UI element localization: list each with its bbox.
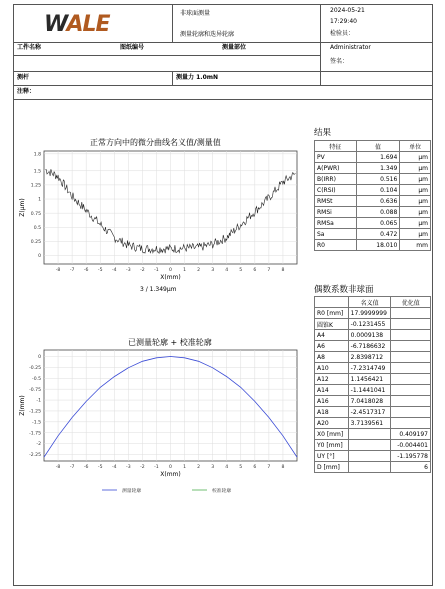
results-cell: 1.694: [356, 152, 400, 163]
coeffs-cell: 17.9999999: [348, 308, 391, 319]
report-type: 非球面测量: [180, 10, 211, 17]
y-tick-label: -2.25: [29, 453, 41, 459]
coeffs-row: [315, 418, 431, 429]
coeffs-cell: A20: [315, 418, 349, 429]
results-cell: 0.088: [356, 207, 400, 218]
results-table: [314, 140, 431, 251]
chart1-caption: 3 / 1.349μm: [140, 286, 177, 293]
results-cell: 1.349: [356, 163, 400, 174]
coeffs-cell: [391, 418, 431, 429]
measure-part-label: 测量部位: [222, 44, 247, 51]
coeffs-title: 偶数系数非球面: [314, 285, 374, 295]
coeffs-cell: A10: [315, 363, 349, 374]
x-axis-label: X(mm): [160, 274, 181, 281]
results-cell: C(RSI): [315, 185, 357, 196]
coeffs-cell: 3.7139561: [348, 418, 391, 429]
coeffs-row: [315, 396, 431, 407]
part-name-label: 工件名称: [17, 44, 42, 51]
y-tick-label: 1: [38, 197, 41, 203]
y-tick-label: 0: [38, 355, 41, 361]
x-tick-label: 5: [239, 268, 243, 273]
y-axis-label: Z(mm): [19, 395, 26, 416]
y-tick-label: 1.25: [30, 183, 41, 189]
results-row: [315, 174, 431, 185]
coeffs-cell: A8: [315, 352, 349, 363]
coeffs-row: [315, 308, 431, 319]
coeffs-cell: -0.004401: [391, 440, 431, 451]
note-label: 注释：: [17, 88, 36, 95]
coeffs-row: [315, 440, 431, 451]
report-date: 2024-05-21: [330, 7, 365, 14]
x-tick-label: -6: [83, 268, 89, 273]
results-row: [315, 163, 431, 174]
coeffs-cell: A14: [315, 385, 349, 396]
coeffs-header-cell: [315, 297, 349, 308]
x-tick-label: 8: [281, 465, 285, 470]
results-row: [315, 218, 431, 229]
y-tick-label: 0.5: [33, 225, 41, 231]
x-tick-label: 5: [239, 465, 243, 470]
coeffs-cell: -6.7186632: [348, 341, 391, 352]
coeffs-cell: 6: [391, 462, 431, 473]
coeffs-cell: [391, 308, 431, 319]
x-tick-label: 2: [197, 268, 201, 273]
coeffs-row: [315, 341, 431, 352]
x-tick-label: 7: [267, 268, 271, 273]
coeffs-row: [315, 462, 431, 473]
probe-label: 测杆: [17, 74, 30, 81]
x-tick-label: 4: [225, 465, 229, 470]
coeffs-cell: D [mm]: [315, 462, 349, 473]
results-cell: μm: [400, 174, 431, 185]
x-tick-label: -6: [83, 465, 89, 470]
coeffs-cell: A4: [315, 330, 349, 341]
x-tick-label: 7: [267, 465, 271, 470]
y-tick-label: -1.25: [29, 409, 41, 415]
coeffs-cell: [391, 374, 431, 385]
coeffs-cell: -7.2314749: [348, 363, 391, 374]
y-tick-label: -0.25: [29, 366, 41, 372]
x-tick-label: 0: [169, 268, 172, 273]
coeffs-row: [315, 429, 431, 440]
results-cell: Sa: [315, 229, 357, 240]
y-tick-label: 1.5: [33, 169, 41, 175]
coeffs-cell: [391, 319, 431, 330]
coeffs-cell: [348, 429, 391, 440]
coeffs-cell: -0.1231455: [348, 319, 391, 330]
coeffs-table: [314, 296, 431, 473]
x-axis-label: X(mm): [160, 471, 181, 478]
results-cell: μm: [400, 218, 431, 229]
x-tick-label: 1: [183, 268, 187, 273]
x-tick-label: 2: [197, 465, 201, 470]
results-cell: μm: [400, 196, 431, 207]
signature-label: 签名：: [330, 58, 349, 65]
y-tick-label: -2: [36, 442, 41, 448]
x-tick-label: -1: [154, 268, 159, 273]
results-cell: RMSt: [315, 196, 357, 207]
coeffs-cell: -1.1441041: [348, 385, 391, 396]
x-tick-label: -7: [69, 465, 75, 470]
x-tick-label: -4: [111, 465, 117, 470]
coeffs-cell: A12: [315, 374, 349, 385]
results-cell: A(PWR): [315, 163, 357, 174]
coeffs-cell: R0 [mm]: [315, 308, 349, 319]
results-cell: μm: [400, 185, 431, 196]
y-tick-label: 0.25: [30, 240, 41, 245]
coeffs-cell: [348, 440, 391, 451]
company-logo: WALE: [44, 12, 110, 37]
results-cell: RMSa: [315, 218, 357, 229]
coeffs-row: [315, 330, 431, 341]
coeffs-cell: [348, 462, 391, 473]
y-tick-label: -1.75: [29, 431, 41, 437]
legend-measured-label: 测量轮廓: [122, 489, 142, 494]
coeffs-cell: [391, 396, 431, 407]
coeffs-cell: 0.0009138: [348, 330, 391, 341]
x-tick-label: -8: [55, 268, 61, 273]
operator-name: Administrator: [330, 44, 371, 51]
coeffs-cell: 2.8398712: [348, 352, 391, 363]
coeffs-row: [315, 407, 431, 418]
x-tick-label: 3: [211, 268, 215, 273]
coeffs-cell: -2.4517317: [348, 407, 391, 418]
y-axis-label: Z(μm): [19, 198, 26, 217]
coeffs-header-cell: 优化值: [391, 297, 431, 308]
coeffs-row: [315, 363, 431, 374]
drawing-no-label: 图纸编号: [120, 44, 145, 51]
y-tick-label: -1: [36, 398, 41, 404]
y-tick-label: 0: [38, 254, 41, 260]
results-cell: 0.472: [356, 229, 400, 240]
results-cell: 0.636: [356, 196, 400, 207]
x-tick-label: -1: [154, 465, 159, 470]
coeffs-header-cell: 名义值: [348, 297, 391, 308]
coeffs-cell: [391, 385, 431, 396]
y-tick-label: -1.5: [32, 420, 41, 426]
x-tick-label: 3: [211, 465, 215, 470]
x-tick-label: 1: [183, 465, 187, 470]
results-row: [315, 185, 431, 196]
results-cell: B(IRR): [315, 174, 357, 185]
x-tick-label: 8: [281, 268, 285, 273]
results-cell: PV: [315, 152, 357, 163]
results-cell: μm: [400, 152, 431, 163]
coeffs-cell: A16: [315, 396, 349, 407]
coeffs-cell: [391, 330, 431, 341]
coeffs-cell: [391, 407, 431, 418]
x-tick-label: 6: [253, 465, 257, 470]
results-header-row: [315, 141, 431, 152]
results-row: [315, 196, 431, 207]
results-cell: 18.010: [356, 240, 400, 251]
coeffs-cell: 7.0418028: [348, 396, 391, 407]
coeffs-cell: 0.409197: [391, 429, 431, 440]
results-header-cell: 单位: [400, 141, 431, 152]
report-header: [14, 5, 432, 43]
y-tick-label: 1.8: [33, 152, 41, 158]
chart1-title: 正常方向中的微分曲线名义值/测量值: [90, 138, 221, 147]
x-tick-label: -5: [97, 268, 103, 273]
results-cell: 0.516: [356, 174, 400, 185]
coeffs-cell: 圆锥K: [315, 319, 349, 330]
coeffs-cell: A6: [315, 341, 349, 352]
coeffs-cell: [391, 363, 431, 374]
coeffs-row: [315, 385, 431, 396]
coeffs-cell: Y0 [mm]: [315, 440, 349, 451]
report-page: [13, 4, 433, 586]
coeffs-header-row: [315, 297, 431, 308]
x-tick-label: -2: [140, 268, 145, 273]
coeffs-cell: 1.1456421: [348, 374, 391, 385]
inspector-label: 检验员：: [330, 30, 355, 37]
results-cell: μm: [400, 207, 431, 218]
x-tick-label: -5: [97, 465, 103, 470]
results-row: [315, 240, 431, 251]
chart2-title: 已测量轮廓 + 校准轮廓: [128, 338, 212, 347]
x-tick-label: -2: [140, 465, 145, 470]
coeffs-row: [315, 319, 431, 330]
results-cell: R0: [315, 240, 357, 251]
coeffs-cell: UY [°]: [315, 451, 349, 462]
results-header-cell: 值: [356, 141, 400, 152]
legend-calibrated-label: 校准轮廓: [212, 489, 232, 494]
force-label: 测量力 1.0mN: [176, 74, 219, 81]
coeffs-cell: [391, 341, 431, 352]
coeffs-cell: [348, 451, 391, 462]
x-tick-label: -3: [126, 268, 131, 273]
x-tick-label: -8: [55, 465, 61, 470]
y-tick-label: 0.75: [30, 211, 41, 217]
coeffs-cell: -1.195778: [391, 451, 431, 462]
x-tick-label: 0: [169, 465, 172, 470]
results-title: 结果: [314, 128, 332, 138]
coeffs-row: [315, 352, 431, 363]
report-time: 17:29:40: [330, 18, 357, 25]
results-header-cell: 特征: [315, 141, 357, 152]
coeffs-row: [315, 374, 431, 385]
x-tick-label: -7: [69, 268, 75, 273]
results-cell: mm: [400, 240, 431, 251]
results-cell: 0.104: [356, 185, 400, 196]
x-tick-label: -4: [111, 268, 117, 273]
results-cell: 0.065: [356, 218, 400, 229]
x-tick-label: -3: [126, 465, 131, 470]
results-row: [315, 207, 431, 218]
results-cell: μm: [400, 163, 431, 174]
x-tick-label: 4: [225, 268, 229, 273]
y-tick-label: -0.5: [32, 376, 41, 382]
coeffs-cell: X0 [mm]: [315, 429, 349, 440]
results-row: [315, 152, 431, 163]
coeffs-cell: A18: [315, 407, 349, 418]
results-row: [315, 229, 431, 240]
results-cell: RMSi: [315, 207, 357, 218]
chart2-area: [14, 347, 314, 495]
x-tick-label: 6: [253, 268, 257, 273]
coeffs-cell: [391, 352, 431, 363]
coeffs-row: [315, 451, 431, 462]
results-cell: μm: [400, 229, 431, 240]
chart1-area: [14, 147, 314, 282]
y-tick-label: -0.75: [29, 387, 41, 393]
report-subtitle: 测量轮廓和迭异轮廓: [180, 31, 235, 38]
